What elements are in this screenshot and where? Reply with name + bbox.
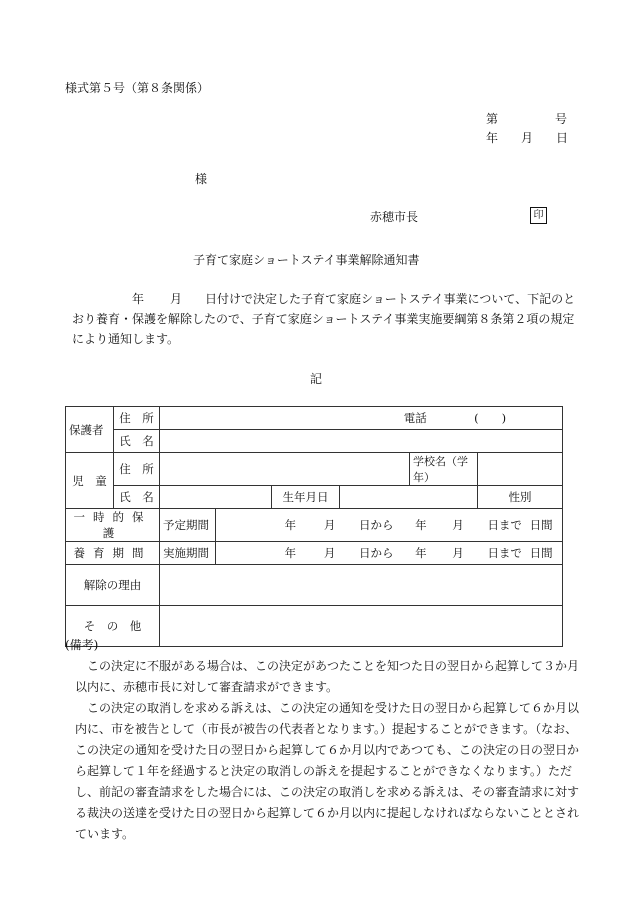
planned-start-month: 月: [323, 518, 336, 532]
remarks-p2-line5: し、前記の審査請求をした場合には、この決定の取消しを求める訴えは、その審査請求に対す: [75, 785, 580, 799]
planned-period-field[interactable]: [216, 509, 563, 542]
planned-period-label: 予定期間: [160, 509, 216, 542]
actual-start-day: 日から: [358, 546, 394, 560]
guardian-name-label: 氏 名: [114, 430, 160, 453]
document-title: 子育て家庭ショートステイ事業解除通知書: [193, 253, 420, 267]
addressee-suffix: 様: [195, 172, 208, 186]
child-address-field[interactable]: [160, 453, 410, 486]
actual-start-month: 月: [323, 546, 336, 560]
sex-label: 性別: [478, 486, 563, 509]
remarks-p2-line6: る裁決の送達を受けた日の翌日から起算して６か月以内に提起しなければならないこととされ: [75, 806, 580, 820]
school-field[interactable]: [478, 453, 563, 486]
guardian-address-field[interactable]: [160, 407, 563, 430]
other-field[interactable]: [160, 606, 563, 647]
body-date-year: 年: [132, 292, 145, 306]
issue-date-day: 日: [556, 131, 569, 145]
child-label: 児 童: [66, 453, 114, 509]
planned-start-year: 年: [284, 518, 297, 532]
nurture-period-label: 養育期間: [66, 542, 160, 565]
actual-end-day: 日まで: [487, 546, 522, 560]
actual-start-year: 年: [284, 546, 297, 560]
planned-end-year: 年: [415, 518, 427, 532]
remarks-p2-line1: この決定の取消しを求める訴えは、この決定の通知を受けた日の翌日から起算して６か月以: [87, 701, 580, 715]
body-line-2: おり養育・保護を解除したので、子育て家庭ショートステイ事業実施要綱第８条第２項の規定: [72, 312, 575, 326]
reason-label: 解除の理由: [66, 565, 160, 606]
temp-protection-label: 一時的保護: [66, 509, 160, 542]
child-address-label: 住 所: [114, 453, 160, 486]
issue-date-year: 年: [486, 131, 499, 145]
actual-days: 日間: [529, 546, 553, 560]
actual-period-field[interactable]: [216, 542, 563, 565]
guardian-name-field[interactable]: [160, 430, 563, 453]
birthdate-field[interactable]: [340, 486, 478, 509]
body-date-month: 月: [170, 292, 183, 306]
guardian-address-label: 住 所: [114, 407, 160, 430]
planned-days: 日間: [529, 518, 553, 532]
ki-label: 記: [310, 372, 323, 386]
body-line-3: により通知します。: [72, 332, 180, 346]
phone-paren: ( ): [474, 411, 507, 425]
remarks-p2-line7: ています。: [75, 827, 135, 841]
school-label: 学校名（学年）: [410, 453, 478, 486]
actual-period-label: 実施期間: [160, 542, 216, 565]
reason-field[interactable]: [160, 565, 563, 606]
remarks-heading: (備考): [65, 638, 99, 652]
planned-start-day: 日から: [358, 518, 394, 532]
remarks-p2-line4: ら起算して１年を経過すると決定の取消しの訴えを提起することができなくなります。）ただ: [75, 764, 573, 778]
remarks-p2-line2: 内に、市を被告として（市長が被告の代表者となります。）提起することができます。（なお、: [75, 722, 578, 736]
issuer-name: 赤穂市長: [370, 210, 419, 224]
guardian-label: 保護者: [66, 407, 114, 453]
doc-number-prefix: 第: [486, 112, 499, 126]
details-table: [65, 406, 563, 647]
issue-date-month: 月: [521, 131, 534, 145]
planned-end-month: 月: [452, 518, 464, 532]
actual-end-year: 年: [415, 546, 427, 560]
child-name-label: 氏 名: [114, 486, 160, 509]
form-number: 様式第５号（第８条関係）: [65, 81, 210, 95]
remarks-p1-line2: 以内に、赤穂市長に対して審査請求ができます。: [75, 680, 339, 694]
seal-mark: 印: [530, 207, 547, 224]
body-line-1: 日付けで決定した子育て家庭ショートステイ事業について、下記のと: [205, 292, 576, 306]
actual-end-month: 月: [452, 546, 464, 560]
child-name-field[interactable]: [160, 486, 272, 509]
doc-number-suffix: 号: [555, 112, 568, 126]
phone-label: 電話: [403, 411, 427, 425]
remarks-p2-line3: この決定の通知を受けた日の翌日から起算して６か月以内であつても、この決定の日の翌日か: [75, 743, 580, 757]
planned-end-day: 日まで: [487, 518, 522, 532]
other-label: そ の 他: [66, 606, 160, 647]
remarks-p1-line1: この決定に不服がある場合は、この決定があつたことを知つた日の翌日から起算して３か月: [87, 659, 580, 673]
birthdate-label: 生年月日: [272, 486, 340, 509]
